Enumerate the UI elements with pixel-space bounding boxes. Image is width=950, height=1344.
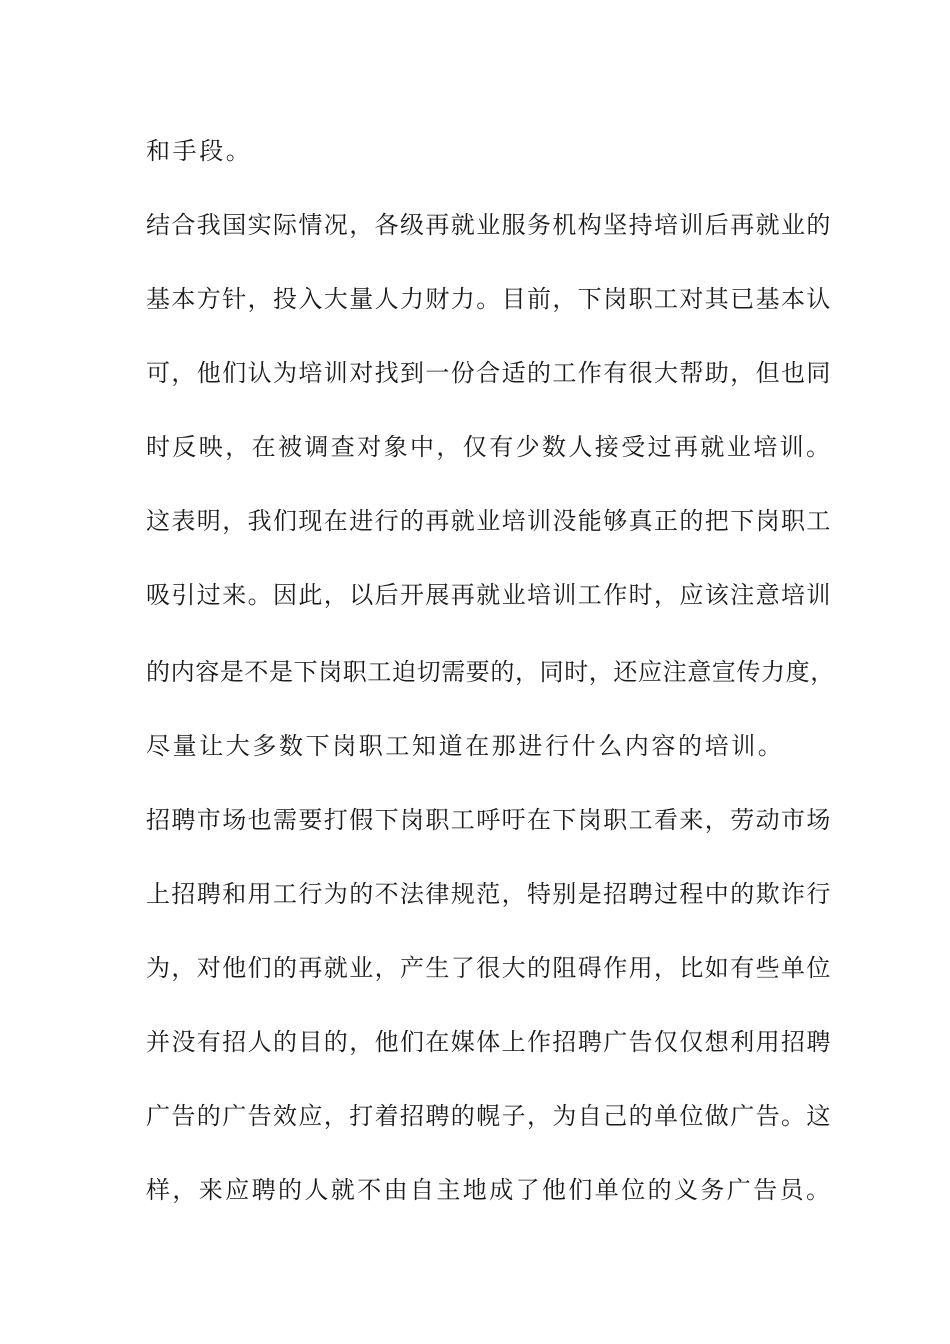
text-line: 上招聘和用工行为的不法律规范，特别是招聘过程中的欺诈行 [146,880,832,908]
text-line: 结合我国实际情况，各级再就业服务机构坚持培训后再就业的 [146,211,832,239]
text-line: 尽量让大多数下岗职工知道在那进行什么内容的培训。 [146,732,785,760]
text-line: 样，来应聘的人就不由自主地成了他们单位的义务广告员。 [146,1176,833,1204]
text-line: 为，对他们的再就业，产生了很大的阻碍作用，比如有些单位 [146,954,832,982]
text-line: 可，他们认为培训对找到一份合适的工作有很大帮助，但也同 [146,359,832,387]
text-line: 招聘市场也需要打假下岗职工呼吁在下岗职工看来，劳动市场 [146,806,832,834]
text-line: 时反映，在被调查对象中，仅有少数人接受过再就业培训。 [146,433,833,461]
text-line: 广告的广告效应，打着招聘的幌子，为自己的单位做广告。这 [146,1102,832,1130]
text-line: 这表明，我们现在进行的再就业培训没能够真正的把下岗职工 [146,507,832,535]
text-line: 和手段。 [146,137,253,165]
text-line: 的内容是不是下岗职工迫切需要的，同时，还应注意宣传力度， [146,658,835,686]
text-line: 吸引过来。因此，以后开展再就业培训工作时，应该注意培训 [146,581,832,609]
text-line: 并没有招人的目的，他们在媒体上作招聘广告仅仅想利用招聘 [146,1028,832,1056]
text-line: 基本方针，投入大量人力财力。目前，下岗职工对其已基本认 [146,285,832,313]
